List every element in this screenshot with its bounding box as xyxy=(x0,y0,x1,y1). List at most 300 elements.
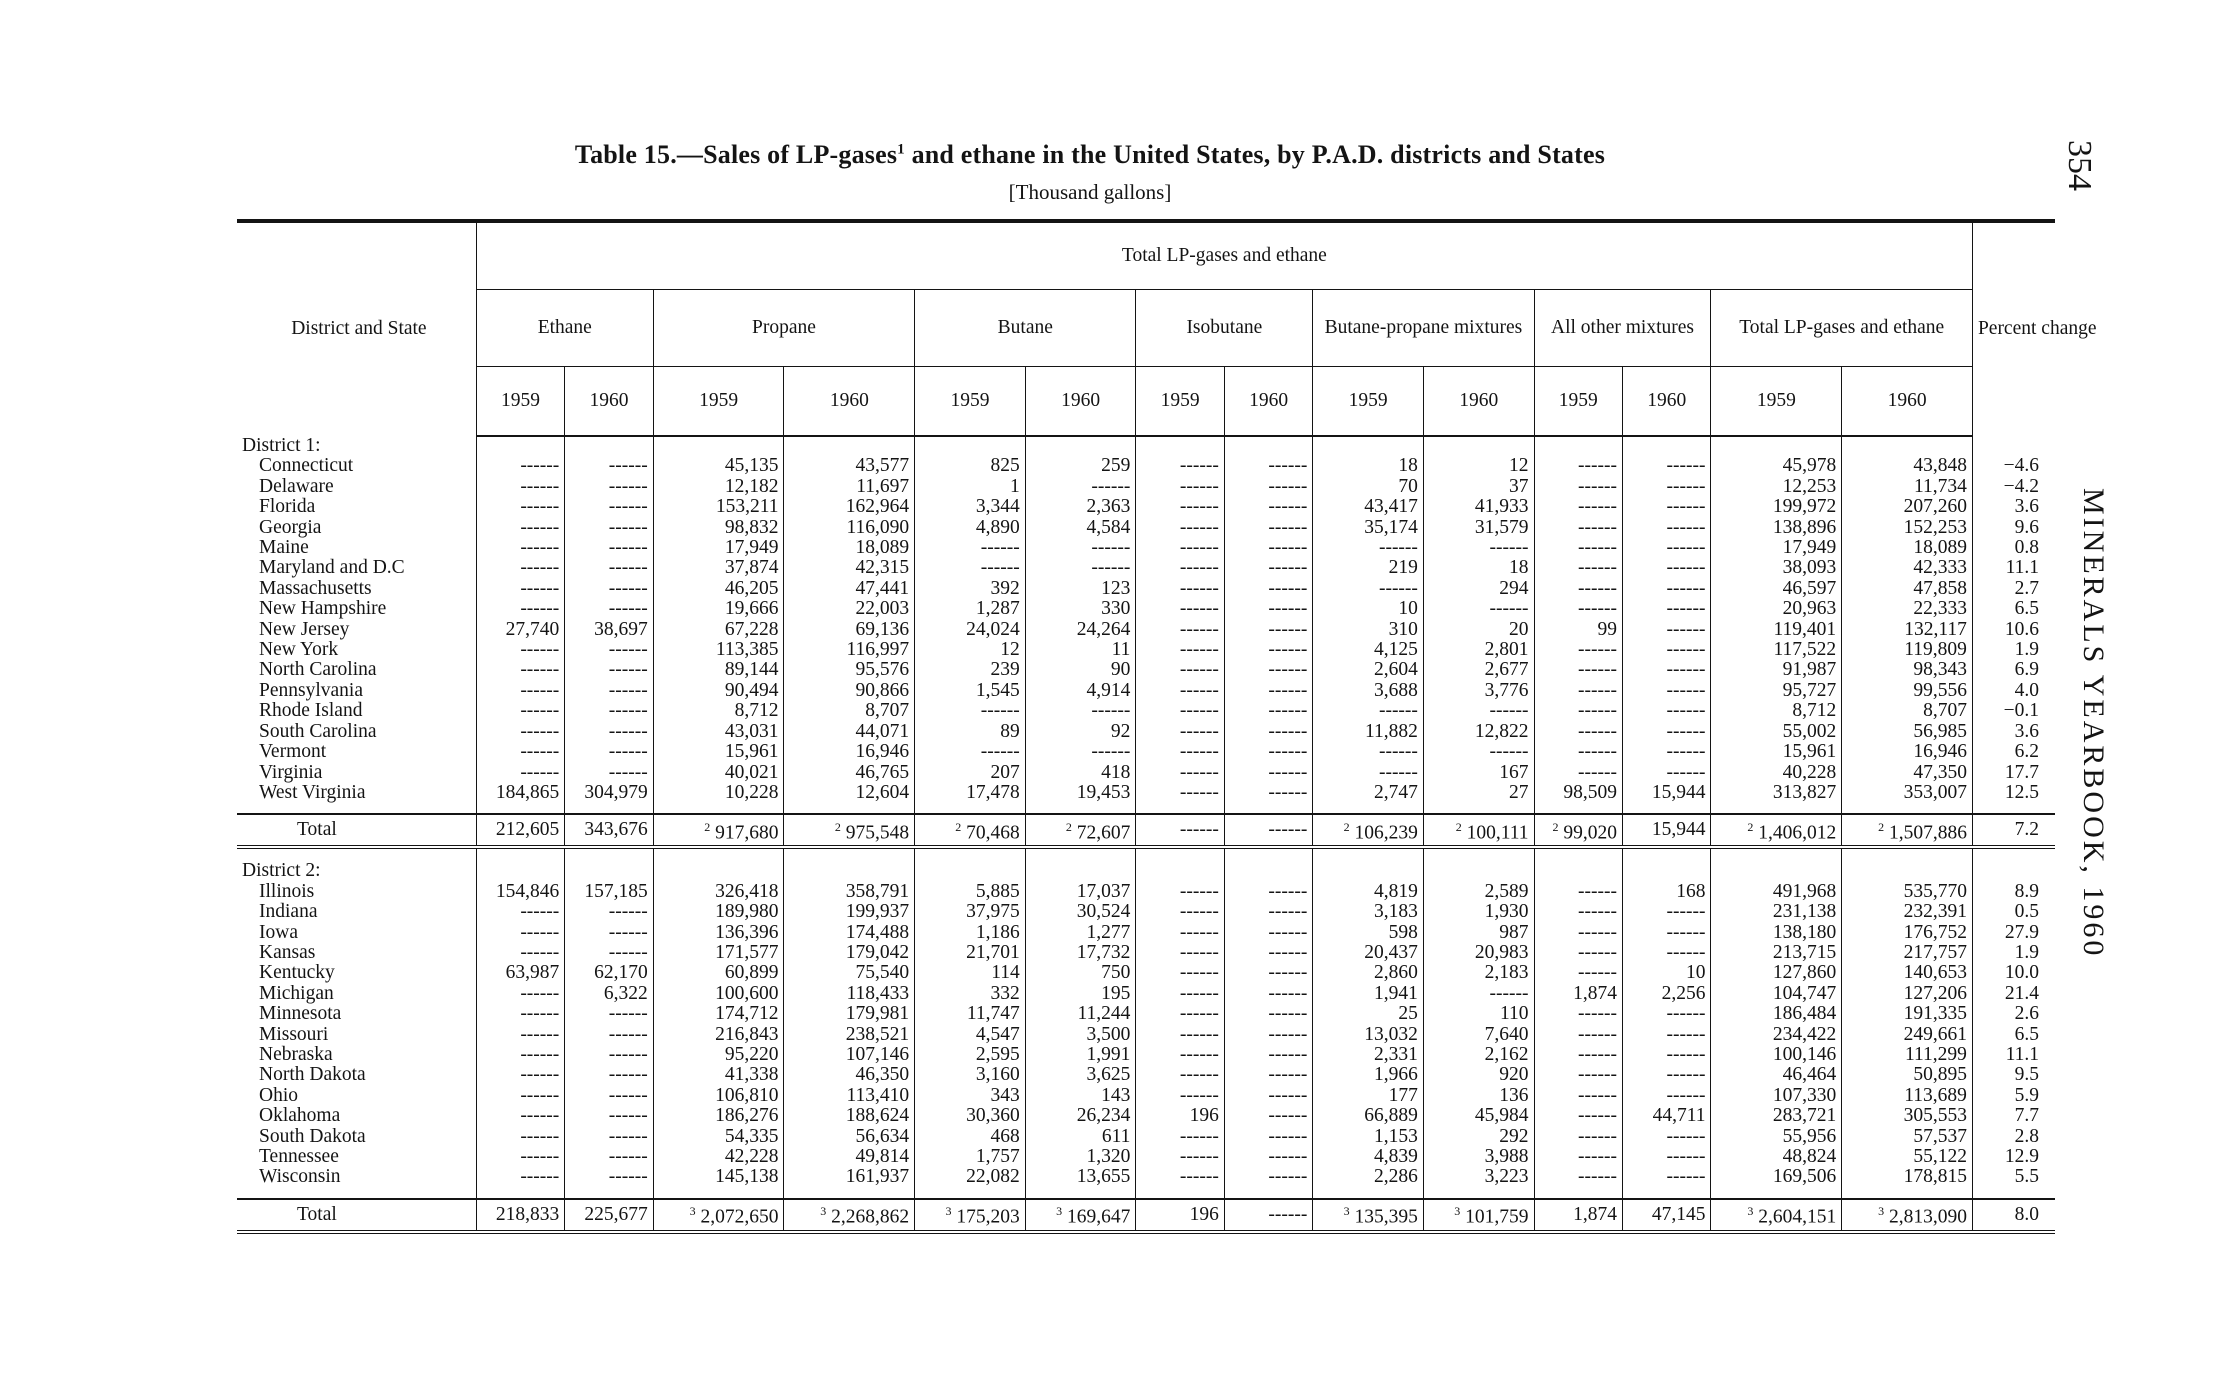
data-cell: 66,889 xyxy=(1313,1106,1424,1126)
percent-change-cell: 10.0 xyxy=(1972,963,2055,983)
column-header-butane-propane: Butane-propane mixtures xyxy=(1313,290,1534,367)
empty-cell xyxy=(1534,847,1622,861)
percent-change-cell: 6.2 xyxy=(1972,742,2055,762)
empty-cell xyxy=(1025,861,1136,881)
percent-change-cell: 12.5 xyxy=(1972,783,2055,803)
data-cell: ------ xyxy=(1534,660,1622,680)
empty-cell xyxy=(1136,1188,1224,1199)
state-name: Missouri xyxy=(259,1023,329,1045)
data-cell: 186,484 xyxy=(1711,1004,1842,1024)
data-cell: ------ xyxy=(1623,518,1711,538)
data-cell: ------ xyxy=(476,1147,564,1167)
data-cell: 113,410 xyxy=(784,1086,915,1106)
total-cell xyxy=(1224,814,1312,847)
data-cell: 45,984 xyxy=(1423,1106,1534,1126)
data-cell: ------ xyxy=(1623,497,1711,517)
data-cell: 353,007 xyxy=(1842,783,1973,803)
data-cell: ------ xyxy=(476,558,564,578)
table-row xyxy=(237,660,2055,680)
total-cell xyxy=(653,1199,784,1232)
percent-change-cell: 9.6 xyxy=(1972,518,2055,538)
data-cell: 1,287 xyxy=(915,599,1026,619)
state-name: Kentucky xyxy=(259,962,335,984)
data-cell: 27,740 xyxy=(476,620,564,640)
data-cell: 161,937 xyxy=(784,1167,915,1187)
data-cell: ------ xyxy=(1623,1086,1711,1106)
empty-cell xyxy=(784,436,915,456)
data-cell: 1,930 xyxy=(1423,902,1534,922)
data-cell: ------ xyxy=(1534,1167,1622,1187)
data-cell: 1,153 xyxy=(1313,1127,1424,1147)
total-value: 1,507,886 xyxy=(1888,822,1967,844)
data-cell: ------ xyxy=(1534,538,1622,558)
data-cell: ------ xyxy=(1224,923,1312,943)
empty-cell xyxy=(476,847,564,861)
data-cell: 99,556 xyxy=(1842,681,1973,701)
data-cell: 249,661 xyxy=(1842,1025,1973,1045)
data-cell: ------ xyxy=(1313,538,1424,558)
empty-cell xyxy=(237,1188,476,1199)
empty-cell xyxy=(784,861,915,881)
data-cell: ------ xyxy=(476,902,564,922)
data-cell: ------ xyxy=(1224,1106,1312,1126)
empty-cell xyxy=(1423,803,1534,814)
footnote-marker: 3 xyxy=(689,1204,696,1219)
data-cell: 60,899 xyxy=(653,963,784,983)
total-cell xyxy=(1623,814,1711,847)
table-row xyxy=(237,640,2055,660)
percent-change-cell: −4.2 xyxy=(1972,477,2055,497)
total-value: ------ xyxy=(1268,1203,1308,1225)
percent-change-cell: 11.1 xyxy=(1972,558,2055,578)
empty-cell xyxy=(1224,861,1312,881)
data-cell: 47,441 xyxy=(784,579,915,599)
data-cell: ------ xyxy=(1136,579,1224,599)
data-cell: ------ xyxy=(1224,1167,1312,1187)
data-cell: 1,320 xyxy=(1025,1147,1136,1167)
data-cell: 10 xyxy=(1623,963,1711,983)
year-header: 1960 xyxy=(1623,367,1711,437)
data-cell: 22,333 xyxy=(1842,599,1973,619)
table-row xyxy=(237,1065,2055,1085)
data-cell: 38,093 xyxy=(1711,558,1842,578)
total-cell xyxy=(1711,1199,1842,1232)
state-name: North Dakota xyxy=(259,1064,366,1086)
data-cell: 104,747 xyxy=(1711,984,1842,1004)
data-cell: ------ xyxy=(1136,640,1224,660)
data-cell: 119,401 xyxy=(1711,620,1842,640)
data-cell: ------ xyxy=(1534,923,1622,943)
table-row xyxy=(237,497,2055,517)
data-cell: ------ xyxy=(565,923,653,943)
data-cell: 392 xyxy=(915,579,1026,599)
data-cell: 12 xyxy=(915,640,1026,660)
data-cell: 119,809 xyxy=(1842,640,1973,660)
data-cell: 19,666 xyxy=(653,599,784,619)
data-cell: 42,333 xyxy=(1842,558,1973,578)
year-header: 1960 xyxy=(565,367,653,437)
data-cell: ------ xyxy=(1534,1086,1622,1106)
percent-change-cell: 6.5 xyxy=(1972,1025,2055,1045)
data-cell: ------ xyxy=(1224,1004,1312,1024)
data-cell: 217,757 xyxy=(1842,943,1973,963)
data-cell: 3,500 xyxy=(1025,1025,1136,1045)
percent-change-cell: 0.8 xyxy=(1972,538,2055,558)
data-cell: ------ xyxy=(1224,558,1312,578)
table-row xyxy=(237,558,2055,578)
total-cell xyxy=(476,814,564,847)
table-row xyxy=(237,882,2055,902)
data-cell: 98,832 xyxy=(653,518,784,538)
year-header: 1959 xyxy=(476,367,564,437)
data-cell: 100,600 xyxy=(653,984,784,1004)
data-cell: ------ xyxy=(1623,742,1711,762)
data-cell: 63,987 xyxy=(476,963,564,983)
data-cell: ------ xyxy=(476,984,564,1004)
empty-cell xyxy=(915,861,1026,881)
data-cell: ------ xyxy=(476,1086,564,1106)
data-cell: 11,734 xyxy=(1842,477,1973,497)
data-cell: ------ xyxy=(565,660,653,680)
empty-cell xyxy=(1711,1188,1842,1199)
data-cell: 16,946 xyxy=(784,742,915,762)
data-cell: ------ xyxy=(1534,579,1622,599)
data-cell: ------ xyxy=(476,538,564,558)
data-cell: 48,824 xyxy=(1711,1147,1842,1167)
data-cell: 46,597 xyxy=(1711,579,1842,599)
data-cell: 100,146 xyxy=(1711,1045,1842,1065)
total-cell xyxy=(1423,1199,1534,1232)
data-cell: ------ xyxy=(476,1025,564,1045)
data-cell: 2,162 xyxy=(1423,1045,1534,1065)
data-cell: ------ xyxy=(1224,763,1312,783)
district-label: District 2: xyxy=(242,860,321,882)
total-value: 2,813,090 xyxy=(1888,1206,1967,1228)
data-cell: ------ xyxy=(565,1065,653,1085)
data-cell: ------ xyxy=(1623,1127,1711,1147)
data-cell: ------ xyxy=(1534,456,1622,476)
year-header: 1959 xyxy=(1313,367,1424,437)
data-cell: ------ xyxy=(1623,923,1711,943)
data-cell: 188,624 xyxy=(784,1106,915,1126)
data-cell: 37,874 xyxy=(653,558,784,578)
year-header-row xyxy=(237,367,2055,437)
data-cell: 25 xyxy=(1313,1004,1424,1024)
empty-cell xyxy=(1423,1188,1534,1199)
data-cell: ------ xyxy=(1224,882,1312,902)
state-name: Wisconsin xyxy=(259,1166,341,1188)
data-cell: ------ xyxy=(1136,1127,1224,1147)
data-cell: 12,604 xyxy=(784,783,915,803)
data-cell: ------ xyxy=(565,456,653,476)
data-cell: ------ xyxy=(476,497,564,517)
data-cell: 12,253 xyxy=(1711,477,1842,497)
empty-cell xyxy=(1972,847,2055,861)
data-cell: 10 xyxy=(1313,599,1424,619)
percent-change-cell: 5.5 xyxy=(1972,1167,2055,1187)
data-cell: 47,350 xyxy=(1842,763,1973,783)
data-cell: 110 xyxy=(1423,1004,1534,1024)
data-cell: 54,335 xyxy=(653,1127,784,1147)
year-header: 1959 xyxy=(1711,367,1842,437)
state-name: Florida xyxy=(259,496,316,518)
data-cell: ------ xyxy=(476,1065,564,1085)
group-header: Total LP-gases and ethane xyxy=(476,221,1972,290)
data-cell: 43,848 xyxy=(1842,456,1973,476)
data-cell: ------ xyxy=(1025,742,1136,762)
state-name: Vermont xyxy=(259,741,327,763)
data-cell: ------ xyxy=(1224,477,1312,497)
data-cell: ------ xyxy=(915,742,1026,762)
data-cell: 332 xyxy=(915,984,1026,1004)
data-cell: ------ xyxy=(476,763,564,783)
empty-cell xyxy=(1224,1188,1312,1199)
data-cell: 57,537 xyxy=(1842,1127,1973,1147)
data-cell: ------ xyxy=(915,558,1026,578)
data-cell: 20,437 xyxy=(1313,943,1424,963)
total-value: 196 xyxy=(1189,1203,1219,1225)
data-cell: 91,987 xyxy=(1711,660,1842,680)
table-row xyxy=(237,579,2055,599)
data-cell: ------ xyxy=(565,1106,653,1126)
data-cell: ------ xyxy=(476,660,564,680)
data-cell: ------ xyxy=(1136,1167,1224,1187)
data-cell: 1,874 xyxy=(1534,984,1622,1004)
data-cell: ------ xyxy=(1224,1127,1312,1147)
table-row xyxy=(237,783,2055,803)
total-value: 70,468 xyxy=(966,822,1020,844)
running-head: MINERALS YEARBOOK, 1960 xyxy=(2077,488,2110,959)
data-cell: ------ xyxy=(1224,1147,1312,1167)
total-cell xyxy=(1842,1199,1973,1232)
data-cell: 8,712 xyxy=(653,701,784,721)
data-cell: ------ xyxy=(565,1127,653,1147)
percent-change-cell: 8.0 xyxy=(1972,1199,2055,1232)
data-cell: ------ xyxy=(1534,558,1622,578)
footnote-marker: 2 xyxy=(704,819,711,834)
data-cell: ------ xyxy=(476,579,564,599)
data-cell: 41,933 xyxy=(1423,497,1534,517)
data-cell: ------ xyxy=(565,518,653,538)
data-cell: 176,752 xyxy=(1842,923,1973,943)
year-header: 1959 xyxy=(653,367,784,437)
percent-change-cell: 4.0 xyxy=(1972,681,2055,701)
data-cell: 49,814 xyxy=(784,1147,915,1167)
data-cell: ------ xyxy=(1623,620,1711,640)
data-cell: 7,640 xyxy=(1423,1025,1534,1045)
state-name: Tennessee xyxy=(259,1146,339,1167)
column-header-butane: Butane xyxy=(915,290,1136,367)
data-cell: ------ xyxy=(1136,943,1224,963)
data-cell: 199,937 xyxy=(784,902,915,922)
empty-cell xyxy=(1224,847,1312,861)
empty-cell xyxy=(915,803,1026,814)
data-cell: ------ xyxy=(1623,477,1711,497)
data-cell: 38,697 xyxy=(565,620,653,640)
state-name: Kansas xyxy=(259,941,316,963)
empty-cell xyxy=(1842,847,1973,861)
empty-cell xyxy=(1224,803,1312,814)
state-name: Minnesota xyxy=(259,1003,342,1025)
data-cell: 69,136 xyxy=(784,620,915,640)
district-state-header: District and State xyxy=(237,221,476,436)
state-name: Illinois xyxy=(259,880,315,902)
state-name: Virginia xyxy=(259,761,323,783)
data-cell: 283,721 xyxy=(1711,1106,1842,1126)
data-cell: 186,276 xyxy=(653,1106,784,1126)
data-cell: 31,579 xyxy=(1423,518,1534,538)
data-cell: 3,776 xyxy=(1423,681,1534,701)
total-value: 101,759 xyxy=(1465,1206,1529,1228)
empty-cell xyxy=(915,847,1026,861)
data-cell: 55,956 xyxy=(1711,1127,1842,1147)
total-value: 975,548 xyxy=(845,822,910,844)
empty-cell xyxy=(476,861,564,881)
data-cell: ------ xyxy=(1025,477,1136,497)
data-cell: 89 xyxy=(915,722,1026,742)
total-label: Total xyxy=(237,814,476,847)
data-cell: 1,941 xyxy=(1313,984,1424,1004)
data-cell: 95,220 xyxy=(653,1045,784,1065)
data-cell: ------ xyxy=(1224,660,1312,680)
data-cell: ------ xyxy=(1534,701,1622,721)
data-cell: ------ xyxy=(1224,538,1312,558)
total-cell xyxy=(565,814,653,847)
district-label-row xyxy=(237,861,2055,881)
data-cell: 825 xyxy=(915,456,1026,476)
data-cell: 43,577 xyxy=(784,456,915,476)
gap-row xyxy=(237,847,2055,861)
data-cell: 35,174 xyxy=(1313,518,1424,538)
footnote-marker: 3 xyxy=(1454,1204,1461,1219)
data-cell: ------ xyxy=(1534,1147,1622,1167)
empty-cell xyxy=(1423,436,1534,456)
empty-cell xyxy=(1025,1188,1136,1199)
data-cell: 26,234 xyxy=(1025,1106,1136,1126)
empty-cell xyxy=(1313,803,1424,814)
data-cell: 3,183 xyxy=(1313,902,1424,922)
data-cell: 491,968 xyxy=(1711,882,1842,902)
column-header-total: Total LP-gases and ethane xyxy=(1711,290,1972,367)
data-cell: ------ xyxy=(1136,558,1224,578)
empty-cell xyxy=(784,803,915,814)
data-cell: 55,122 xyxy=(1842,1147,1973,1167)
state-name: Oklahoma xyxy=(259,1105,341,1127)
data-cell: ------ xyxy=(476,1045,564,1065)
spacer-row xyxy=(237,803,2055,814)
data-cell: 305,553 xyxy=(1842,1106,1973,1126)
data-cell: 111,299 xyxy=(1842,1045,1973,1065)
data-cell: ------ xyxy=(565,763,653,783)
data-cell: ------ xyxy=(565,558,653,578)
total-value: 47,145 xyxy=(1651,1203,1706,1225)
data-cell: 358,791 xyxy=(784,882,915,902)
year-header: 1960 xyxy=(1025,367,1136,437)
data-cell: ------ xyxy=(1534,1106,1622,1126)
table-row xyxy=(237,1086,2055,1106)
footnote-marker: 2 xyxy=(1455,819,1462,834)
data-cell: ------ xyxy=(915,538,1026,558)
data-cell: 3,625 xyxy=(1025,1065,1136,1085)
table-row xyxy=(237,1025,2055,1045)
data-cell: 18,089 xyxy=(1842,538,1973,558)
data-cell: 127,206 xyxy=(1842,984,1973,1004)
state-name: North Carolina xyxy=(259,659,377,681)
data-cell: ------ xyxy=(1025,558,1136,578)
empty-cell xyxy=(1972,1188,2055,1199)
data-cell: 12,822 xyxy=(1423,722,1534,742)
data-cell: 313,827 xyxy=(1711,783,1842,803)
data-cell: ------ xyxy=(476,742,564,762)
data-cell: ------ xyxy=(565,742,653,762)
data-cell: ------ xyxy=(565,1004,653,1024)
district-total-row xyxy=(237,814,2055,847)
data-cell: 153,211 xyxy=(653,497,784,517)
percent-change-cell: 11.1 xyxy=(1972,1045,2055,1065)
data-cell: ------ xyxy=(476,681,564,701)
data-cell: ------ xyxy=(1623,599,1711,619)
data-cell: ------ xyxy=(1136,923,1224,943)
total-value: 1,406,012 xyxy=(1758,822,1837,844)
data-cell: 207 xyxy=(915,763,1026,783)
empty-cell xyxy=(476,803,564,814)
total-value: 72,607 xyxy=(1076,822,1131,844)
data-cell: ------ xyxy=(1224,681,1312,701)
data-cell: 4,819 xyxy=(1313,882,1424,902)
percent-change-cell: 1.9 xyxy=(1972,640,2055,660)
data-cell: ------ xyxy=(1136,1025,1224,1045)
data-cell: ------ xyxy=(1423,984,1534,1004)
data-cell: ------ xyxy=(1623,558,1711,578)
data-cell: ------ xyxy=(1136,722,1224,742)
data-cell: ------ xyxy=(1136,599,1224,619)
data-cell: ------ xyxy=(565,538,653,558)
percent-change-cell: 8.9 xyxy=(1972,882,2055,902)
data-cell: 152,253 xyxy=(1842,518,1973,538)
table-row xyxy=(237,763,2055,783)
year-header: 1959 xyxy=(1534,367,1622,437)
data-cell: 310 xyxy=(1313,620,1424,640)
percent-change-cell: 6.9 xyxy=(1972,660,2055,680)
data-cell: ------ xyxy=(1534,497,1622,517)
state-name: New Hampshire xyxy=(259,598,387,620)
data-cell: ------ xyxy=(1136,620,1224,640)
data-cell: 213,715 xyxy=(1711,943,1842,963)
empty-cell xyxy=(1711,861,1842,881)
data-cell: 16,946 xyxy=(1842,742,1973,762)
state-name: New Jersey xyxy=(259,618,350,640)
empty-cell xyxy=(784,1188,915,1199)
empty-cell xyxy=(784,847,915,861)
data-cell: 179,981 xyxy=(784,1004,915,1024)
data-cell: ------ xyxy=(565,497,653,517)
data-cell: 46,350 xyxy=(784,1065,915,1085)
total-cell xyxy=(1423,814,1534,847)
data-cell: 238,521 xyxy=(784,1025,915,1045)
data-cell: 6,322 xyxy=(565,984,653,1004)
data-cell: ------ xyxy=(1224,943,1312,963)
data-cell: 168 xyxy=(1623,882,1711,902)
data-cell: 1 xyxy=(915,477,1026,497)
data-cell: 2,331 xyxy=(1313,1045,1424,1065)
total-value: 2,604,151 xyxy=(1758,1206,1837,1228)
data-cell: ------ xyxy=(476,722,564,742)
data-cell: 169,506 xyxy=(1711,1167,1842,1187)
data-cell: ------ xyxy=(476,1127,564,1147)
column-header-propane: Propane xyxy=(653,290,914,367)
data-cell: 8,712 xyxy=(1711,701,1842,721)
data-cell: ------ xyxy=(1224,620,1312,640)
